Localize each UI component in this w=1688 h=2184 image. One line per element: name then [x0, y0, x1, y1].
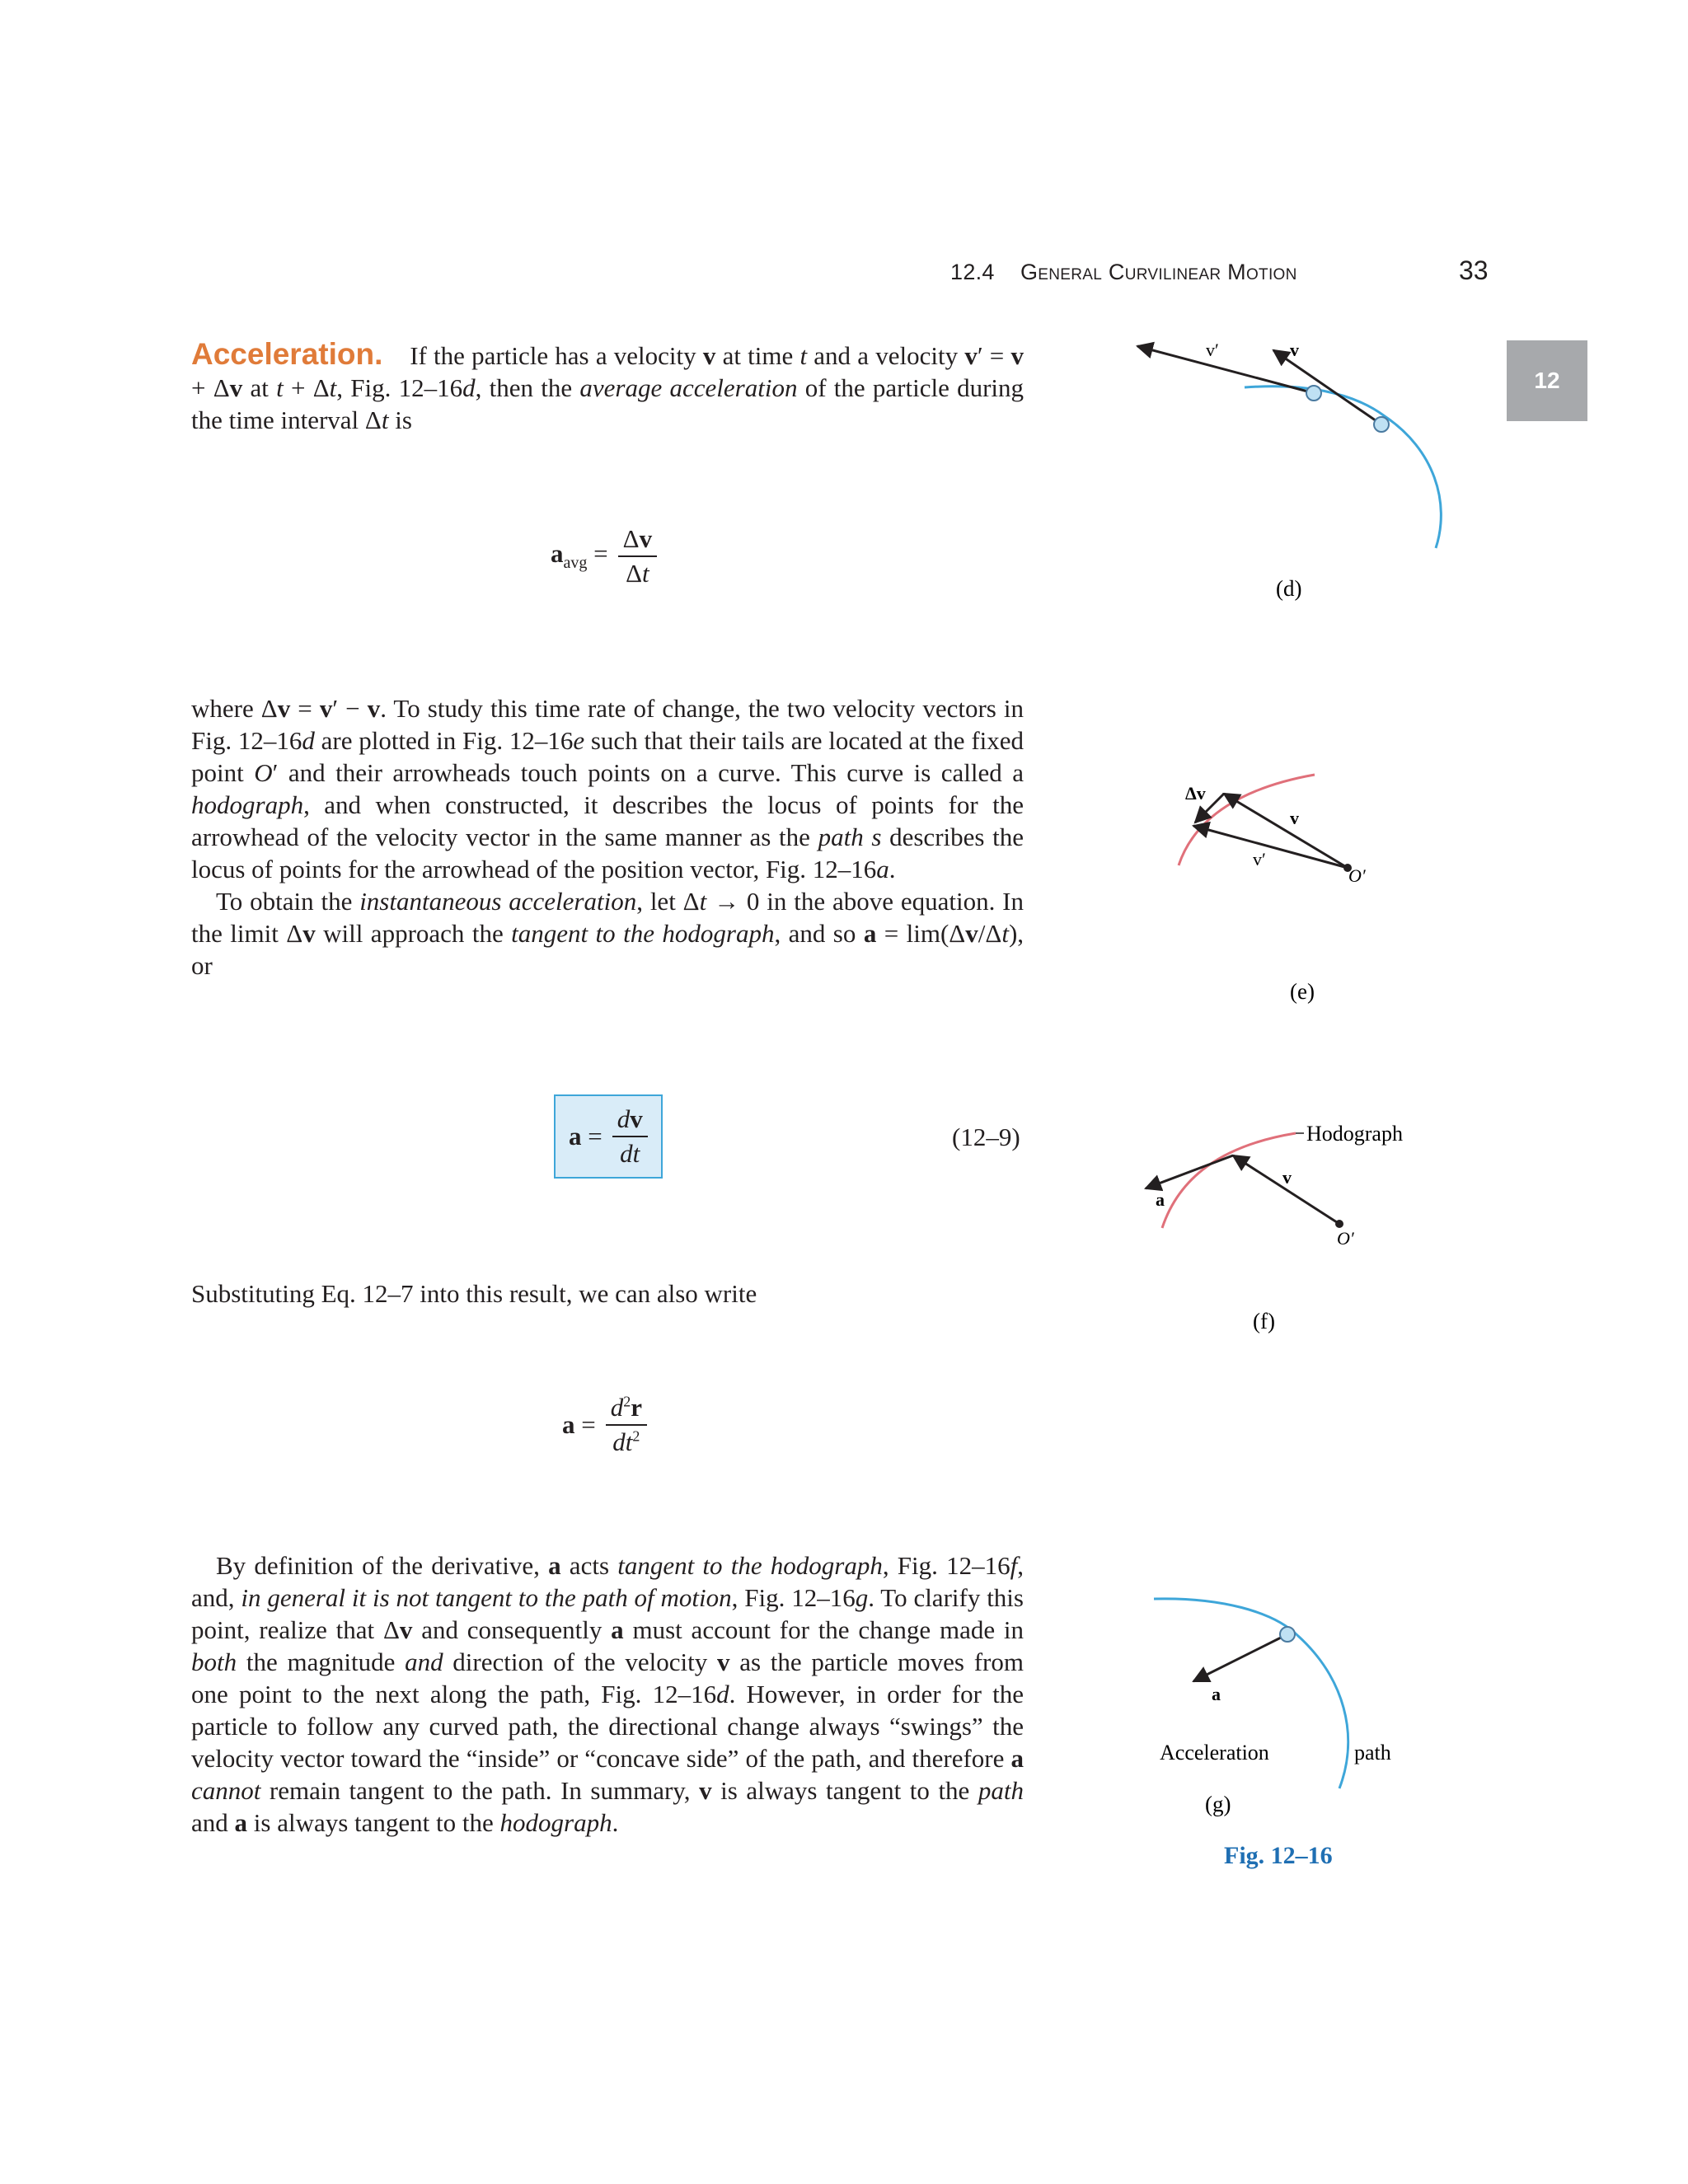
label-v-f: v	[1282, 1167, 1292, 1188]
label-delta-v: Δv	[1185, 783, 1206, 804]
vector-v-f	[1233, 1155, 1339, 1224]
path-curve-d	[1245, 387, 1441, 548]
label-path: path	[1354, 1741, 1391, 1765]
part-label-g: (g)	[1205, 1792, 1231, 1816]
vector-a-g	[1193, 1634, 1287, 1681]
label-a-f: a	[1156, 1189, 1165, 1210]
paragraph-acceleration-intro: Acceleration. If the particle has a velocity v at time t and a velocity v′ = v + Δv at t + Δt, Fig. 12–16d, then the average acceleration of the particle during the time interval Δt is	[191, 337, 1025, 434]
label-hodograph: Hodograph	[1306, 1122, 1403, 1146]
velocity-vector-v-prime	[1137, 346, 1314, 393]
page-number: 33	[1459, 255, 1489, 285]
figure-caption: Fig. 12–16	[1224, 1842, 1333, 1869]
equation-second-derivative: a = $\frac{d^2r}{dt^2}$	[562, 1393, 647, 1457]
label-o-prime-e: O′	[1348, 865, 1366, 886]
label-v-prime-d: v′	[1206, 340, 1219, 360]
label-v-prime-e: v′	[1253, 849, 1266, 869]
label-v-d: v	[1290, 340, 1299, 360]
vector-v-prime-e	[1193, 826, 1348, 868]
label-o-prime-f: O′	[1337, 1228, 1354, 1249]
figure-part-d	[1137, 340, 1441, 601]
equation-number: (12–9)	[952, 1122, 1020, 1151]
paragraph-definition: By definition of the derivative, a acts tangent to the hodograph, Fig. 12–16f, and, in general it is not tangent to the path of motion, Fig. 12–16g. To clarify this point, realize that Δv and consequently a must account for the change made in both the magnitude and direction of the velocity v as the particle moves from one point to the next along the path, Fig. 12–16d. However, in order for the particle to follow any curved path, the directional change always “swings” the velocity vector toward the “inside” or “concave side” of the path, and therefore a cannot remain tangent to the path. In summary, v is always tangent to the path and a is always tangent to the hodograph.	[191, 1551, 1025, 1837]
section-heading: Acceleration.	[191, 337, 383, 371]
section-number: 12.4	[950, 260, 995, 284]
figure-part-f	[1146, 1122, 1403, 1333]
particle-position-1	[1306, 386, 1321, 401]
hodograph-curve-f	[1162, 1133, 1296, 1228]
figure-part-e	[1179, 775, 1367, 1004]
figure-12-16	[1121, 313, 1484, 1879]
running-header	[950, 260, 1297, 285]
paragraph-hodograph: where Δv = v′ − v. To study this time rate of change, the two velocity vectors in Fig. 12–16d are plotted in Fig. 12–16e such that their tails are located at the fixed point O′ and their arrowheads touch points on a curve. This curve is called a hodograph, and when constructed, it describes the locus of points for the arrowhead of the velocity vector in the same manner as the path s describes the locus of points for the arrowhead of the position vector, Fig. 12–16a. To obtain the instantaneous acceleration, let Δt → 0 in the above equation. In the limit Δv will approach the tangent to the hodograph, and so a = lim(Δv/Δt), or	[191, 694, 1025, 980]
particle-g	[1280, 1627, 1295, 1642]
section-title: General Curvilinear Motion	[1020, 260, 1297, 284]
figure-part-g	[1154, 1599, 1391, 1816]
label-v-e: v	[1290, 808, 1299, 828]
part-label-e: (e)	[1290, 979, 1315, 1004]
equation-12-9-box: a = $\frac{dv}{dt}$	[554, 1094, 663, 1179]
chapter-tab: 12	[1507, 340, 1587, 421]
paragraph-substituting: Substituting Eq. 12–7 into this result, we can also write	[191, 1279, 757, 1308]
label-acceleration: Acceleration	[1160, 1741, 1269, 1765]
part-label-f: (f)	[1253, 1309, 1275, 1333]
point-o-prime-f	[1335, 1220, 1343, 1228]
vector-v-e	[1224, 794, 1348, 868]
part-label-d: (d)	[1276, 576, 1302, 601]
equation-average-acceleration: $a_{avg}$ = $\frac{\Delta v}{\Delta t}$	[551, 524, 657, 588]
particle-position-2	[1374, 417, 1389, 432]
label-a-g: a	[1212, 1684, 1221, 1704]
